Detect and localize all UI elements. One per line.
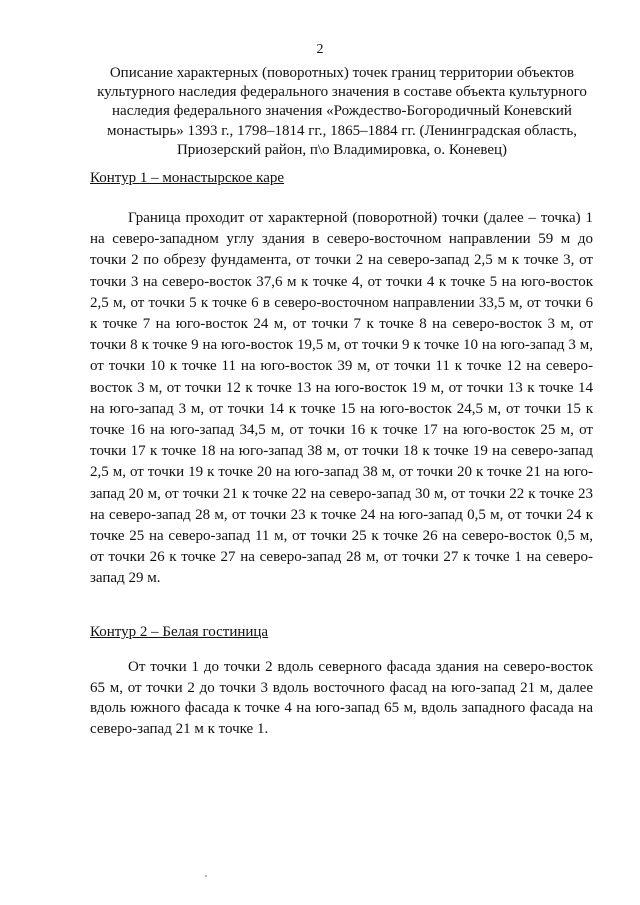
page-number: 2 (316, 42, 324, 57)
title-line: Описание характерных (поворотных) точек границ территории объектов (109, 65, 575, 81)
section-text-contour-1: Граница проходит от характерной (поворотной) точки (далее – точка) 1 на северо-западном углу здания в северо-восточном направлении 59 м до точки 2 по обрезу фундамента, от точки 2 на северо-запад 2,5 м к точке 3, от точки 3 на северо-восток 37,6 м к точке 4, от точки 4 к точке 5 на юго-восток 2,5 м, от точки 5 к точке 6 в северо-восточном направлении 33,5 м, от точки 6 к точке 7 на юго-восток 24 м, от точки 7 к точке 8 на северо-восток 3 м, от точки 8 к точке 9 на юго-восток 19,5 м, от точки 9 к точке 10 на юго-запад 3 м, от точки 10 к точке 11 на юго-восток 39 м, от точки 11 к точке 12 на северо-восток 3 м, от точки 12 к точке 13 на юго-восток 19 м, от точки 13 к точке 14 на юго-запад 3 м, от точки 14 к точке 15 на юго-восток 24,5 м, от точки 15 к точке 16 на юго-запад 34,5 м, от точки 16 к точке 17 на юго-восток 25 м, от точки 17 к точке 18 на юго-запад 38 м, от точки 18 к точке 19 на северо-запад 2,5 м, от точки 19 к точке 20 на юго-запад 38 м, от точки 20 к точке 21 на юго-запад 20 м, от точки 21 к точке 22 на северо-запад 30 м, от точки 22 к точке 23 на северо-запад 28 м, от точки 23 к точке 24 на юго-запад 0,5 м, от точки 24 к точке 25 на северо-запад 11 м, от точки 25 к точке 26 на северо-восток 0,5 м, от точки 26 к точке 27 на северо-запад 28 м, от точки 27 к точке 1 на северо-запад 29 м. (90, 210, 593, 587)
section-heading-contour-2: Контур 2 – Белая гостиница (90, 624, 269, 640)
title-line: монастырь» 1393 г., 1798–1814 гг., 1865–1884 гг. (Ленинградская область, (107, 122, 577, 139)
scan-artifact (205, 875, 207, 877)
section-text-contour-2: От точки 1 до точки 2 вдоль северного фасада здания на северо-восток 65 м, от точки 2 до точки 3 вдоль восточного фасад на юго-запад 21 м, далее вдоль южного фасада к точке 4 на юго-запад 65 м, вдоль западного фасада на северо-запад 21 м к точке 1. (90, 659, 593, 737)
section-heading-contour-1: Контур 1 – монастырское каре (90, 170, 285, 186)
document-title (92, 64, 592, 160)
title-line: Приозерский район, п\о Владимировка, о. Коневец) (176, 141, 508, 158)
title-line: наследия федерального значения «Рождество-Богородичный Коневский (112, 103, 572, 120)
title-line: культурного наследия федерального значения в составе объекта культурного (97, 84, 587, 101)
